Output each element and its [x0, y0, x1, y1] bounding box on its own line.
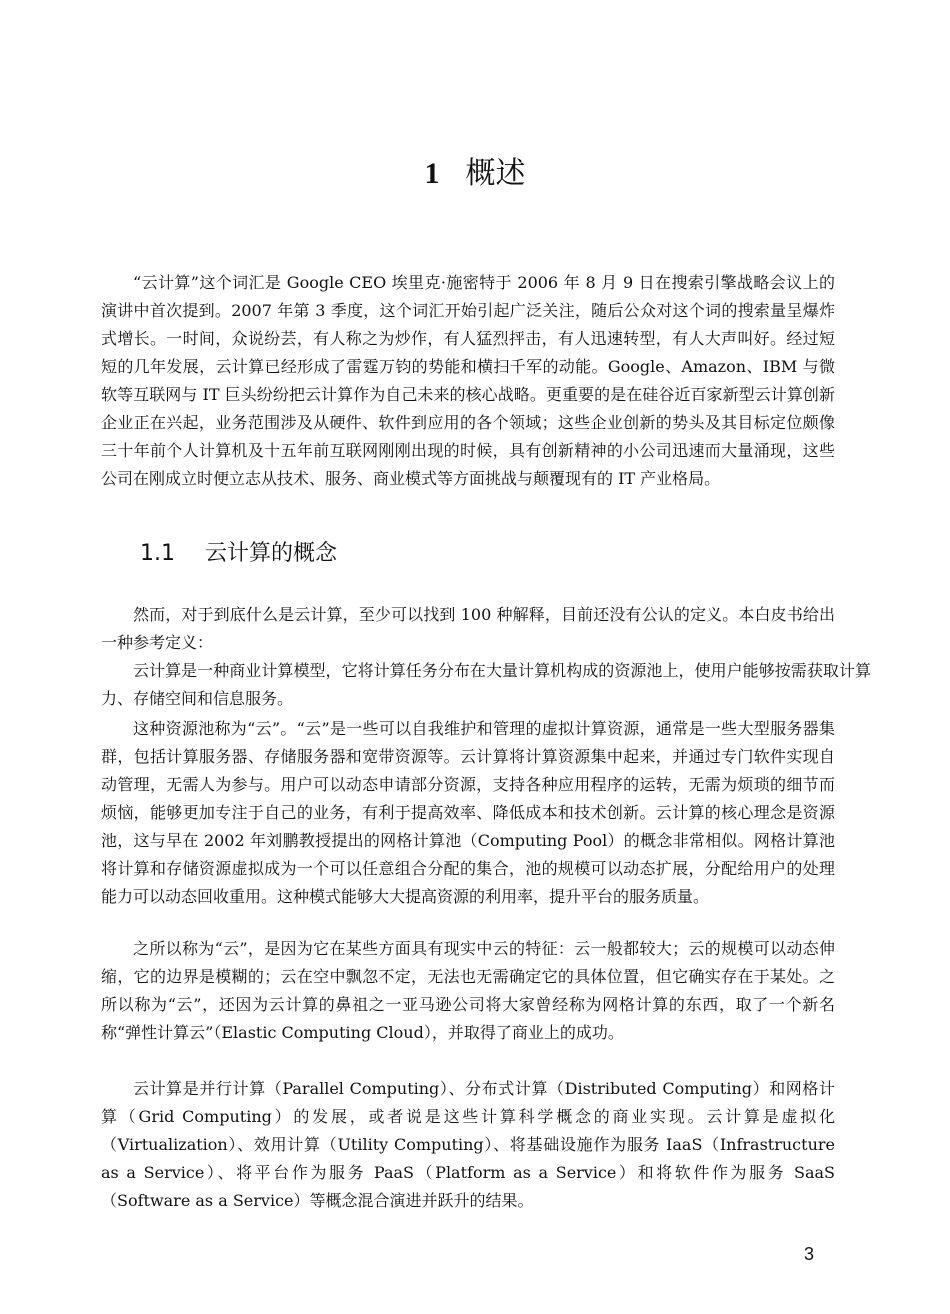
chapter-number: 1 [424, 157, 440, 190]
definition-paragraph: 云计算是一种商业计算模型，它将计算任务分布在大量计算机构成的资源池上，使用户能够按需获取计算力、存储空间和信息服务。 [101, 661, 871, 708]
section-paragraph: 云计算是并行计算（Parallel Computing）、分布式计算（Distributed Computing）和网格计算（Grid Computing）的发展，或者说是这些计算科学概念的商业实现。云计算是虚拟化（Virtualization）、效用计算（Utility Computing）、将基础设施作为服务 IaaS（Infrastructure as a Service）、将平台作为服务 PaaS（Platform as a Service）和将软件作为服务 SaaS（Software as a Service）等概念混合演进并跃升的结果。 [101, 1079, 835, 1210]
section-paragraph: 然而，对于到底什么是云计算，至少可以找到 100 种解释，目前还没有公认的定义。本白皮书给出一种参考定义： [101, 605, 835, 652]
chapter-title [0, 152, 950, 196]
section-number: 1.1 [140, 541, 175, 566]
section-title-text: 云计算的概念 [205, 541, 338, 566]
intro-paragraph: “云计算”这个词汇是 Google CEO 埃里克·施密特于 2006 年 8 月 9 日在搜索引擎战略会议上的演讲中首次提到。2007 年第 3 季度，这个词汇开始引起广泛关注，随后公众对这个词的搜索量呈爆炸式增长。一时间，众说纷芸，有人称之为炒作，有人猛烈抨击，有人迅速转型，有人大声叫好。经过短短的几年发展，云计算已经形成了雷霆万钧的势能和横扫千军的动能。Google、Amazon、IBM 与微软等互联网与 IT 巨头纷纷把云计算作为自己未来的核心战略。更重要的是在硅谷近百家新型云计算创新企业正在兴起，业务范围涉及从硬件、软件到应用的各个领域；这些企业创新的势头及其目标定位颇像三十年前个人计算机及十五年前互联网刚刚出现的时候，具有创新精神的小公司迅速而大量涌现，这些公司在刚成立时便立志从技术、服务、商业模式等方面挑战与颠覆现有的 IT 产业格局。 [101, 273, 835, 488]
section-title [140, 536, 337, 572]
section-paragraph: 之所以称为“云”，是因为它在某些方面具有现实中云的特征：云一般都较大；云的规模可以动态伸缩，它的边界是模糊的；云在空中飘忽不定，无法也无需确定它的具体位置，但它确实存在于某处。之所以称为“云”，还因为云计算的鼻祖之一亚马逊公司将大家曾经称为网格计算的东西，取了一个新名称“弹性计算云”（Elastic Computing Cloud），并取得了商业上的成功。 [101, 939, 835, 1042]
chapter-title-text: 概述 [465, 156, 526, 191]
page-number: 3 [803, 1244, 814, 1264]
section-paragraph: 这种资源池称为“云”。“云”是一些可以自我维护和管理的虚拟计算资源，通常是一些大型服务器集群，包括计算服务器、存储服务器和宽带资源等。云计算将计算资源集中起来，并通过专门软件实现自动管理，无需人为参与。用户可以动态申请部分资源，支持各种应用程序的运转，无需为烦琐的细节而烦恼，能够更加专注于自己的业务，有利于提高效率、降低成本和技术创新。云计算的核心理念是资源池，这与早在 2002 年刘鹏教授提出的网格计算池（Computing Pool）的概念非常相似。网格计算池将计算和存储资源虚拟成为一个可以任意组合分配的集合，池的规模可以动态扩展，分配给用户的处理能力可以动态回收重用。这种模式能够大大提高资源的利用率，提升平台的服务质量。 [101, 719, 835, 906]
